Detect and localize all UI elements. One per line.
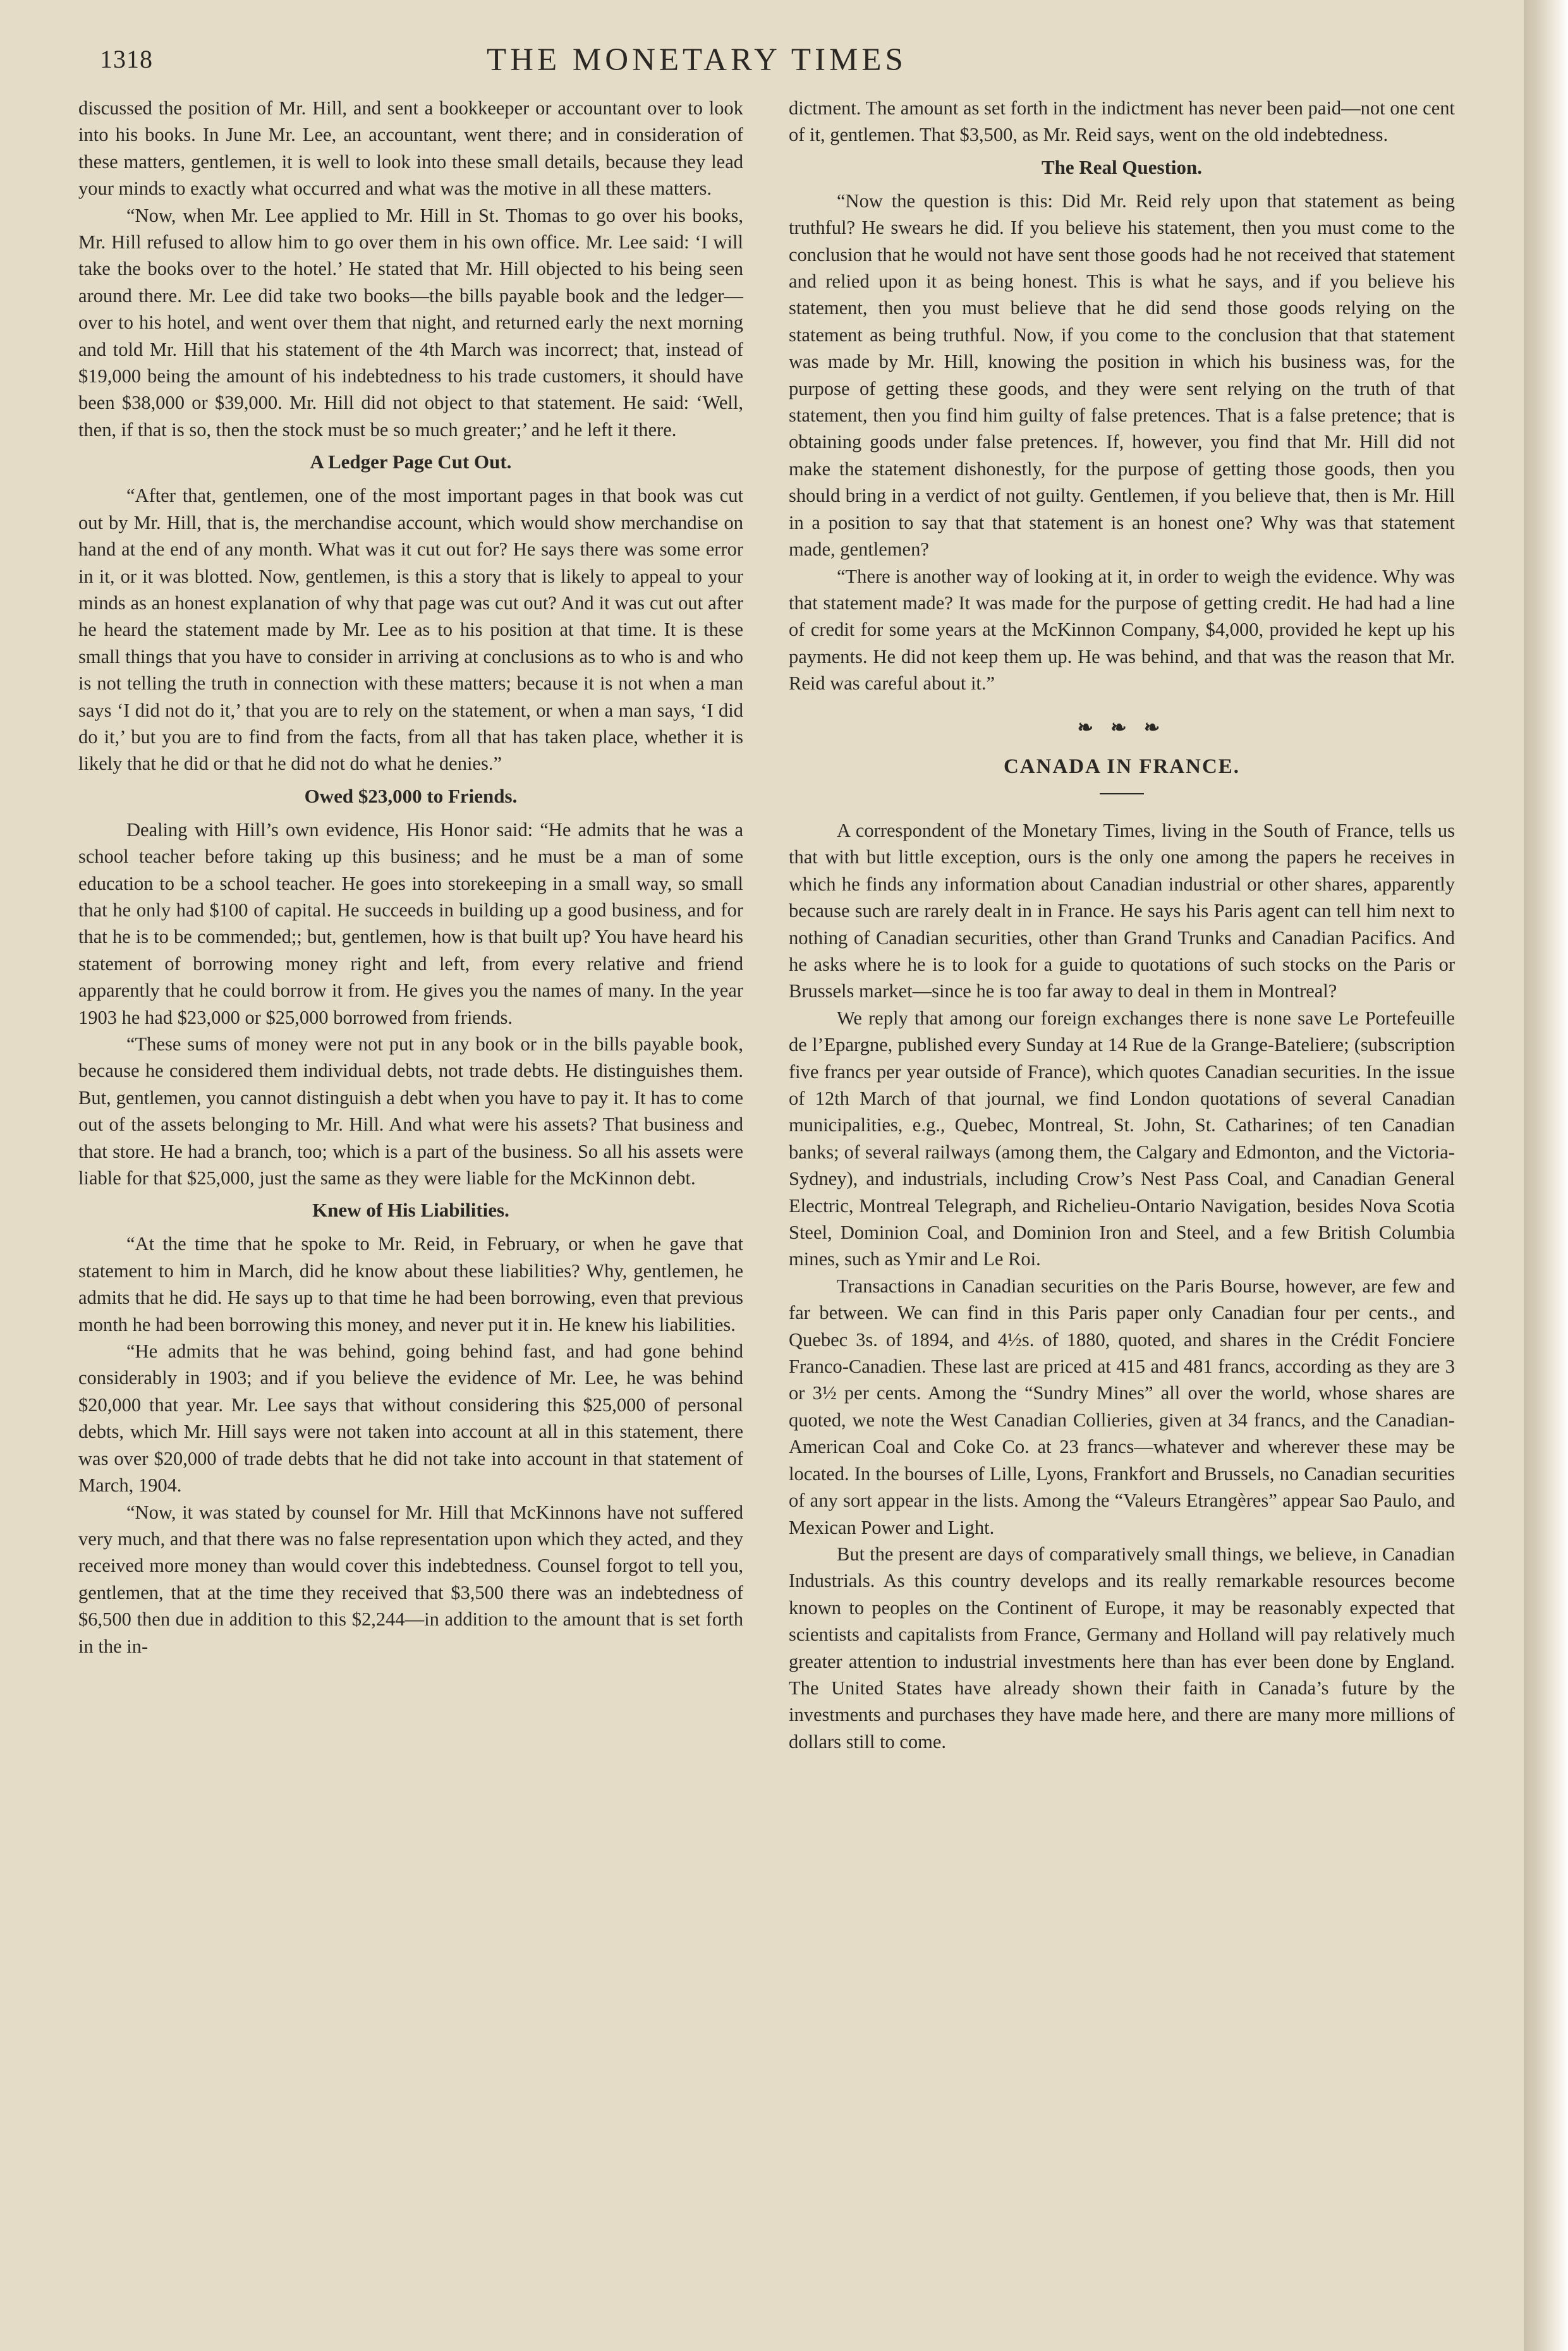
right-column	[789, 95, 1455, 1755]
paragraph: Dealing with Hill’s own evidence, His Honor said: “He admits that he was a school teacher before taking up this business; and he must be a man of some education to be a school teacher. He goes into storekeeping in a small way, so small that he only had $100 of capital. He succeeds in building up a good business, and for that he is to be commended;; but, gentlemen, how is that built up? You have heard his statement of borrowing money right and left, from every relative and friend apparently that he could borrow it from. He gives you the names of many. In the year 1903 he had $23,000 or $25,000 borrowed from friends.	[78, 818, 743, 1028]
subheading: Owed $23,000 to Friends.	[304, 784, 518, 807]
subheading: A Ledger Page Cut Out.	[310, 451, 512, 473]
paragraph: “Now the question is this: Did Mr. Reid rely upon that statement as being truthful? He swears he did. If you believe his statement, then you must come to the conclusion that he would not have sent those goods had he not received that statement and relied upon it as being honest. This is what he says, and if you believe his statement, then you must believe that he did send those goods relying on the statement as being truthful. Now, if you come to the conclusion that that statement was made by Mr. Hill, knowing the position in which his business was, for the purpose of getting these goods, and they were sent relying on the truth of that statement, then you find him guilty of false pretences. That is a false pretence; that is obtaining goods under false pretences. If, however, you find that Mr. Hill did not make the statement dishonestly, for the purpose of getting those goods, then you should bring in a verdict of not guilty. Gentlemen, if you believe that, then is Mr. Hill in a position to say that that statement is an honest one? Why was that statement made, gentlemen?	[789, 190, 1455, 561]
paragraph: A correspondent of the Monetary Times, living in the South of France, tells us that with but little exception, ours is the only one among the papers he receives in which he finds any information about Canadian industrial or other shares, apparently because such are rarely dealt in in France. He says his Paris agent can tell him next to nothing of Canadian securities, other than Grand Trunks and Canadian Pacifics. And he asks where he is to look for a guide to quotations of such stocks on the Paris or Brussels market—since he is too far away to deal in them in Montreal?	[789, 819, 1455, 1002]
subheading: The Real Question.	[1041, 155, 1203, 178]
paragraph: “Now, when Mr. Lee applied to Mr. Hill in St. Thomas to go over his books, Mr. Hill refused to allow him to go over them in his own office. Mr. Lee said: ‘I will take the books over to the hotel.’ He stated that Mr. Hill objected to his being seen around there. Mr. Lee did take two books—the bills payable book and the ledger—over to his hotel, and went over them that night, and returned early the next morning and told Mr. Hill that his statement of the 4th March was incorrect; that, instead of $19,000 being the amount of his indebtedness to his trade customers, it should have been $38,000 or $39,000. Mr. Hill did not object to that statement. He said: ‘Well, then, if that is so, then the stock must be so much greater;’ and he left it there.	[78, 204, 743, 440]
publication-title: THE MONETARY TIMES	[487, 42, 907, 78]
paragraph: We reply that among our foreign exchanges there is none save Le Portefeuille de l’Epargne, published every Sunday at 14 Rue de la Grange-Bateliere; (subscription five francs per year outside of France), which quotes Canadian securities. In the issue of 12th March of that journal, we find London quotations of several Canadian municipalities, e.g., Quebec, Montreal, St. John, St. Catharines; of ten Canadian banks; of several railways (among them, the Calgary and Edmonton, and the Victoria-Sydney), and industrials, including Crow’s Nest Pass Coal, and Canadian General Electric, Montreal Telegraph, and Richelieu-Ontario Navigation, besides Nova Scotia Steel, Dominion Coal, and Dominion Iron and Steel, and a few British Columbia mines, such as Ymir and Le Roi.	[789, 1007, 1455, 1270]
paragraph: “He admits that he was behind, going behind fast, and had gone behind considerably in 1903; and if you believe the evidence of Mr. Lee, he was behind $20,000 that year. Mr. Lee says that without considering this $25,000 of personal debts, which Mr. Hill says were not taken into account at all in this statement, there was over $20,000 of trade debts that he did not take into account in that statement of March, 1904.	[78, 1340, 743, 1497]
page-edge	[1524, 0, 1568, 2351]
subheading: Knew of His Liabilities.	[312, 1199, 509, 1222]
section-ornament: ❧ ❧ ❧	[1077, 717, 1167, 738]
left-column	[78, 95, 743, 1660]
section-title: CANADA IN FRANCE.	[1003, 755, 1241, 778]
paragraph: “Now, it was stated by counsel for Mr. Hill that McKinnons have not suffered very much, and that there was no false representation upon which they acted, and they received more money than would cover this indebtedness. Counsel forgot to tell you, gentlemen, that at the time they received that $3,500 there was an indebtedness of $6,500 then due in addition to this $2,244—in addition to the amount that is set forth in the in-	[78, 1501, 743, 1657]
page-number: 1318	[100, 45, 153, 73]
paragraph: “At the time that he spoke to Mr. Reid, in February, or when he gave that statement to him in March, did he know about these liabilities? Why, gentlemen, he admits that he did. He says up to that time he had been borrowing, even that previous month he had been borrowing this money, and never put it in. He knew his liabilities.	[78, 1233, 743, 1335]
paragraph: discussed the position of Mr. Hill, and sent a bookkeeper or accountant over to look into his books. In June Mr. Lee, an accountant, went there; and in consideration of these matters, gentlemen, it is well to look into these small details, because they lead your minds to exactly what occurred and what was the motive in all these matters.	[78, 97, 743, 200]
paragraph: Transactions in Canadian securities on the Paris Bourse, however, are few and far between. We can find in this Paris paper only Canadian four per cents., and Quebec 3s. of 1894, and 4½s. of 1880, quoted, and shares in the Crédit Fonciere Franco-Canadien. These last are priced at 415 and 481 francs, according as they are 3 or 3½ per cents. Among the “Sundry Mines” all over the world, whose shares are quoted, we note the West Canadian Collieries, given at 34 francs, and the Canadian-American Coal and Coke Co. at 23 francs—whatever and wherever these may be located. In the bourses of Lille, Lyons, Frankfort and Brussels, no Canadian securities of any sort appear in the lists. Among the “Valeurs Etrangères” appear Sao Paulo, and Mexican Power and Light.	[789, 1275, 1455, 1538]
paragraph: dictment. The amount as set forth in the indictment has never been paid—not one cent of it, gentlemen. That $3,500, as Mr. Reid says, went on the old indebtedness.	[789, 97, 1455, 146]
paragraph: “After that, gentlemen, one of the most important pages in that book was cut out by Mr. Hill, that is, the merchandise account, which would show merchandise on hand at the end of any month. What was it cut out for? He says there was some error in it, or it was blotted. Now, gentlemen, is this a story that is likely to appeal to your minds as an honest explanation of why that page was cut out? And it was cut out after he heard the statement made by Mr. Lee as to his position at that time. It is these small things that you have to consider in arriving at conclusions as to who is and who is not telling the truth in connection with these matters; because it is not when a man says ‘I did not do it,’ that you are to rely on the statement, or when a man says, ‘I did do it,’ but you are to find from the facts, from all that has taken place, whether it is likely that he did or that he did not do what he denies.”	[78, 485, 743, 775]
paragraph: “These sums of money were not put in any book or in the bills payable book, because he considered them individual debts, not trade debts. He distinguishes them. But, gentlemen, you cannot distinguish a debt when you have to pay it. It has to come out of the assets belonging to Mr. Hill. And what were his assets? That business and that store. He had a branch, too; which is a part of the business. So all his assets were liable for that $25,000, just the same as they were liable for the McKinnon debt.	[78, 1033, 743, 1189]
running-header	[0, 39, 1537, 90]
paragraph: But the present are days of comparatively small things, we believe, in Canadian Industrials. As this country develops and its really remarkable resources become known to peoples on the Continent of Europe, it may be reasonably expected that scientists and capitalists from France, Germany and Holland will pay relatively much greater attention to industrial investments here than has ever been done by England. The United States have already shown their faith in Canada’s future by the investments and purchases they have made here, and there are many more millions of dollars still to come.	[789, 1543, 1455, 1753]
section-rule	[1100, 793, 1144, 794]
paragraph: “There is another way of looking at it, in order to weigh the evidence. Why was that statement made? It was made for the purpose of getting credit. He had had a line of credit for some years at the McKinnon Company, $4,000, provided he kept up his payments. He did not keep them up. He was behind, and that was the reason that Mr. Reid was careful about it.”	[789, 565, 1455, 695]
